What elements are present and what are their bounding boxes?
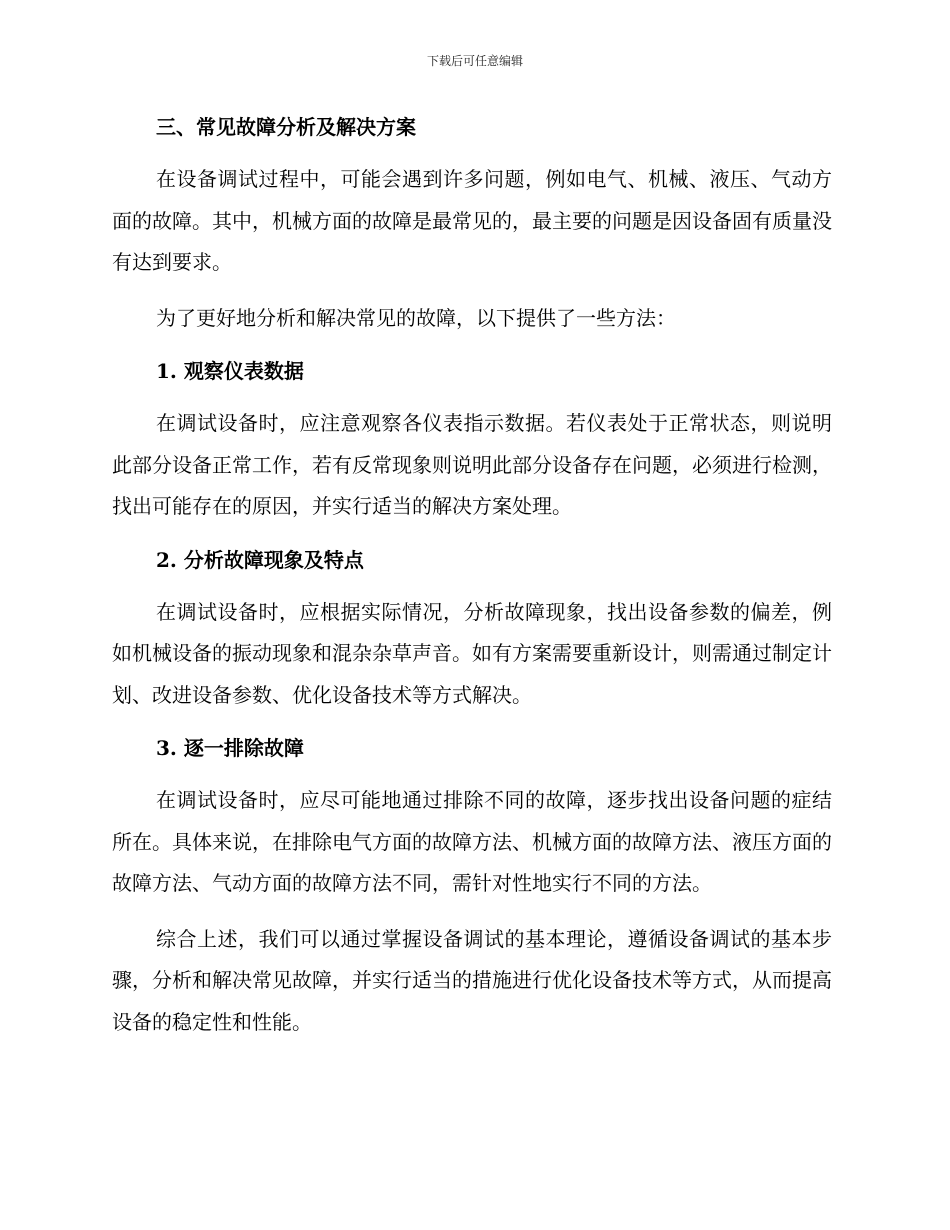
- method-3-paragraph: 在调试设备时，应尽可能地通过排除不同的故障，逐步找出设备问题的症结所在。具体来说，在排除电气方面的故障方法、机械方面的故障方法、液压方面的故障方法、气动方面的故障方法不同，需针对性地实行不同的方法。: [112, 788, 832, 895]
- intro-paragraph-1: 在设备调试过程中，可能会遇到许多问题，例如电气、机械、液压、气动方面的故障。其中，机械方面的故障是最常见的，最主要的问题是因设备固有质量没有达到要求。: [112, 167, 832, 274]
- conclusion-paragraph: 综合上述，我们可以通过掌握设备调试的基本理论，遵循设备调试的基本步骤，分析和解决常见故障，并实行适当的措施进行优化设备技术等方式，从而提高设备的稳定性和性能。: [112, 926, 832, 1034]
- page-header: 下载后可任意编辑: [426, 54, 523, 68]
- method-2-paragraph: 在调试设备时，应根据实际情况，分析故障现象，找出设备参数的偏差，例如机械设备的振动现象和混杂杂草声音。如有方案需要重新设计，则需通过制定计划、改进设备参数、优化设备技术等方式解决。: [112, 599, 832, 707]
- intro-paragraph-2: 为了更好地分析和解决常见的故障，以下提供了一些方法：: [156, 305, 676, 330]
- method-3-title: 3. 逐一排除故障: [156, 736, 304, 760]
- method-1-paragraph: 在调试设备时，应注意观察各仪表指示数据。若仪表处于正常状态，则说明此部分设备正常工作，若有反常现象则说明此部分设备存在问题，必须进行检测，找出可能存在的原因，并实行适当的解决方案处理。: [112, 411, 832, 518]
- document-body: [112, 107, 832, 1043]
- method-2-title: 2. 分析故障现象及特点: [156, 547, 364, 572]
- section-title: 三、常见故障分析及解决方案: [156, 115, 416, 139]
- method-1-title: 1. 观察仪表数据: [156, 359, 304, 383]
